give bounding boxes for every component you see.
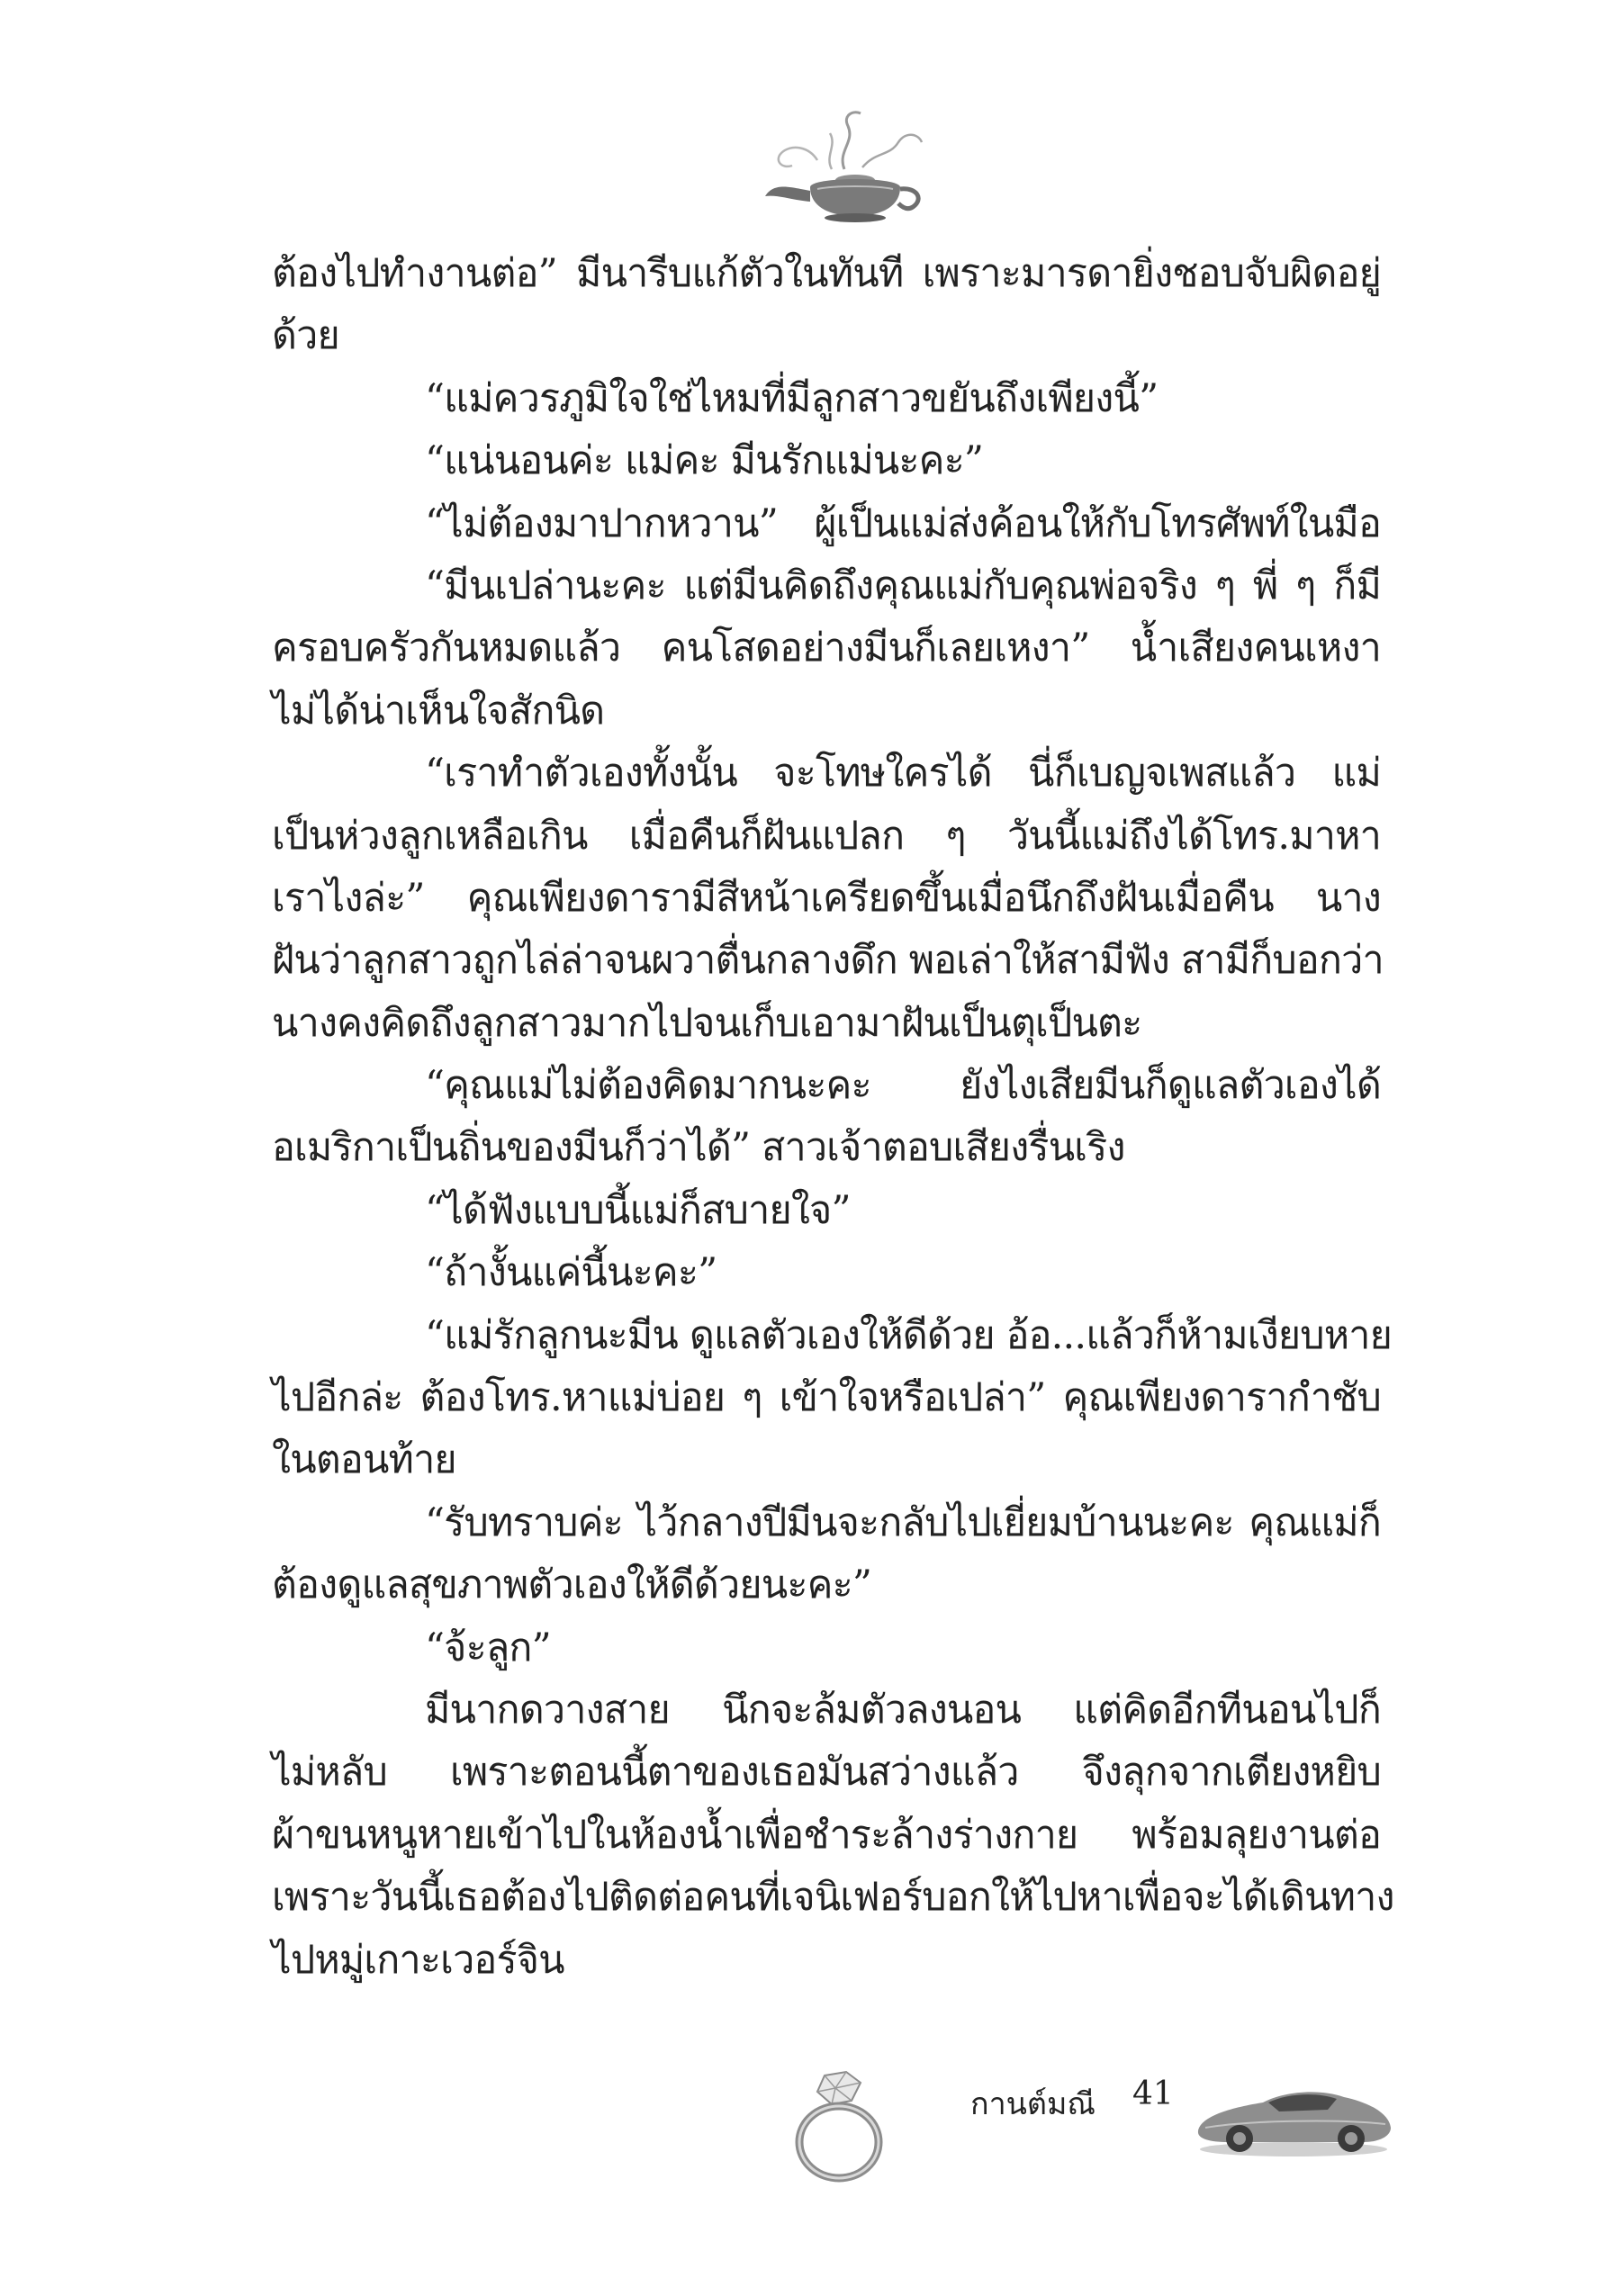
body-text (272, 243, 1394, 1992)
text-line: ในตอนท้าย (272, 1437, 456, 1483)
text-line: อเมริกาเป็นถิ่นของมีนก็ว่าได้” สาวเจ้าตอบเสียงรื่นเริง (272, 1125, 1125, 1171)
text-line: “มีนเปล่านะคะ แต่มีนคิดถึงคุณแม่กับคุณพ่อจริง ๆ พี่ ๆ ก็มี (425, 563, 1381, 608)
text-line: “ถ้างั้นแค่นี้นะคะ” (425, 1250, 717, 1296)
text-line: ไปอีกล่ะ ต้องโทร.หาแม่บ่อย ๆ เข้าใจหรือเปล่า” คุณเพียงดารากำชับ (272, 1375, 1381, 1421)
text-line: “ได้ฟังแบบนี้แม่ก็สบายใจ” (425, 1187, 851, 1233)
text-line: ครอบครัวกันหมดแล้ว คนโสดอย่างมีนก็เลยเหงา” น้ำเสียงคนเหงา (272, 626, 1381, 671)
diamond-ring-icon (785, 2070, 891, 2185)
text-line: ไปหมู่เกาะเวอร์จิน (272, 1937, 564, 1983)
text-line: เพราะวันนี้เธอต้องไปติดต่อคนที่เจนิเฟอร์บอกให้ไปหาเพื่อจะได้เดินทาง (272, 1875, 1394, 1921)
page-number: 41 (1132, 2075, 1174, 2112)
text-line: ด้วย (272, 313, 339, 359)
text-line: “แน่นอนค่ะ แม่คะ มีนรักแม่นะคะ” (425, 438, 984, 484)
text-line: “คุณแม่ไม่ต้องคิดมากนะคะ ยังไงเสียมีนก็ดูแลตัวเองได้ (425, 1063, 1381, 1109)
teapot-steam-icon (754, 106, 934, 228)
text-line: “รับทราบค่ะ ไว้กลางปีมีนจะกลับไปเยี่ยมบ้านนะคะ คุณแม่ก็ (425, 1499, 1381, 1545)
footer-book-title: กานต์มณี (970, 2086, 1096, 2122)
sports-car-icon (1193, 2061, 1395, 2160)
text-line: เป็นห่วงลูกเหลือเกิน เมื่อคืนก็ฝันแปลก ๆ วันนี้แม่ถึงได้โทร.มาหา (272, 813, 1381, 859)
text-line: “จ้ะลูก” (425, 1625, 551, 1670)
text-line: “แม่ควรภูมิใจใช่ไหมที่มีลูกสาวขยันถึงเพียงนี้” (425, 375, 1159, 421)
text-line: “แม่รักลูกนะมีน ดูแลตัวเองให้ดีด้วย อ้อ...แล้วก็ห้ามเงียบหาย (425, 1312, 1393, 1358)
text-line: ต้องดูแลสุขภาพตัวเองให้ดีด้วยนะคะ” (272, 1562, 872, 1608)
text-line: ผ้าขนหนูหายเข้าไปในห้องน้ำเพื่อชำระล้างร่างกาย พร้อมลุยงานต่อ (272, 1812, 1381, 1858)
text-line: “ไม่ต้องมาปากหวาน” ผู้เป็นแม่ส่งค้อนให้กับโทรศัพท์ในมือ (425, 500, 1381, 546)
text-line: มีนากดวางสาย นึกจะล้มตัวลงนอน แต่คิดอีกทีนอนไปก็ (425, 1687, 1381, 1733)
text-line: เราไงล่ะ” คุณเพียงดารามีสีหน้าเครียดขึ้นเมื่อนึกถึงฝันเมื่อคืน นาง (272, 875, 1381, 921)
text-line: “เราทำตัวเองทั้งนั้น จะโทษใครได้ นี่ก็เบญจเพสแล้ว แม่ (425, 751, 1381, 797)
text-line: ไม่ได้น่าเห็นใจสักนิด (272, 688, 605, 734)
text-line: ต้องไปทำงานต่อ” มีนารีบแก้ตัวในทันที เพราะมารดายิ่งชอบจับผิดอยู่ (272, 251, 1381, 296)
text-line: ไม่หลับ เพราะตอนนี้ตาของเธอมันสว่างแล้ว จึงลุกจากเตียงหยิบ (272, 1750, 1381, 1796)
text-line: นางคงคิดถึงลูกสาวมากไปจนเก็บเอามาฝันเป็นตุเป็นตะ (272, 1000, 1142, 1046)
text-line: ฝันว่าลูกสาวถูกไล่ล่าจนผวาตื่นกลางดึก พอเล่าให้สามีฟัง สามีก็บอกว่า (272, 938, 1384, 984)
